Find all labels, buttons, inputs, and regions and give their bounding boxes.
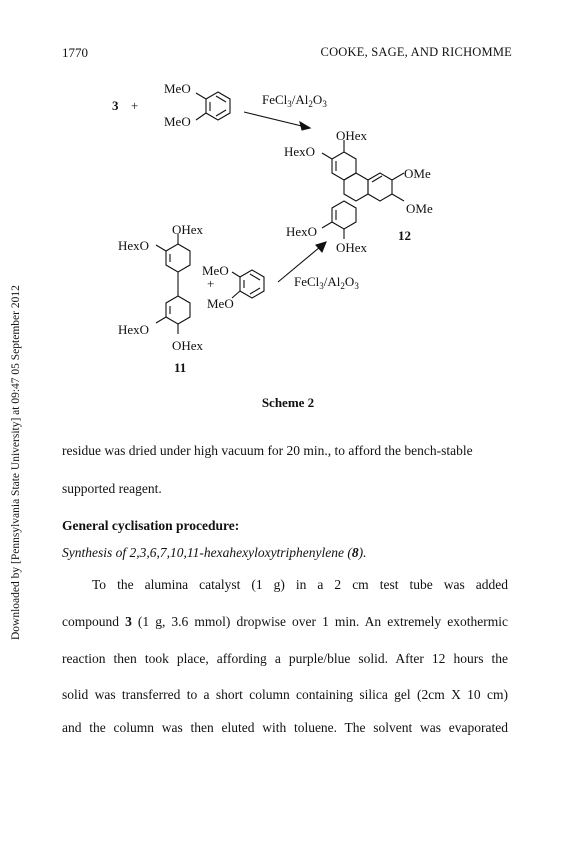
body-text-line: compound 3 (1 g, 3.6 mmol) dropwise over 1 min. An extremely exothermic xyxy=(62,614,508,629)
compound-11-label: 11 xyxy=(174,360,187,375)
reagent-label-top: $FeCl_3/Al_2O_3$ xyxy=(262,92,327,109)
reagent-label-bottom: $FeCl_3/Al_2O_3$ xyxy=(294,274,359,291)
ome-label: OMe xyxy=(404,166,431,181)
scheme-2-figure xyxy=(0,60,576,390)
meo-label: MeO xyxy=(202,263,229,278)
running-header-authors: COOKE, SAGE, AND RICHOMME xyxy=(320,45,512,59)
hexo-label: HexO xyxy=(284,144,316,159)
compound-12-label: 12 xyxy=(398,228,411,243)
ohex-label: OHex xyxy=(336,128,368,143)
section-heading: General cyclisation procedure: xyxy=(62,518,240,533)
ohex-label: OHex xyxy=(172,338,204,353)
hexo-label: HexO xyxy=(118,322,150,337)
triphenylene-ring-center xyxy=(344,173,368,201)
scheme-caption: Scheme 2 xyxy=(261,395,315,410)
plus-sign-bottom: + xyxy=(207,276,215,291)
body-text-line: To the alumina catalyst (1 g) in a 2 cm test tube was added xyxy=(92,577,508,592)
ohex-label: OHex xyxy=(172,222,204,237)
meo-label: MeO xyxy=(164,81,191,96)
compound-3-label: 3 xyxy=(112,98,119,113)
body-text-line: reaction then took place, affording a purple/blue solid. After 12 hours the xyxy=(62,651,508,666)
ome-label: OMe xyxy=(406,201,433,216)
hexo-label: HexO xyxy=(118,238,150,253)
body-text-line: residue was dried under high vacuum for 20 min., to afford the bench-stable xyxy=(62,443,473,458)
meo-label: MeO xyxy=(164,114,191,129)
meo-label: MeO xyxy=(207,296,234,311)
synthesis-title: Synthesis of 2,3,6,7,10,11-hexahexyloxytriphenylene (8). xyxy=(62,545,367,560)
reaction-arrow-top xyxy=(244,112,310,128)
page-number: 1770 xyxy=(62,45,88,60)
ohex-label: OHex xyxy=(336,240,368,255)
body-text-line: supported reagent. xyxy=(62,481,162,496)
body-text-line: solid was transferred to a short column containing silica gel (2cm X 10 cm) xyxy=(62,687,508,702)
hexo-label: HexO xyxy=(286,224,318,239)
download-watermark: Downloaded by [Pennsylvania State University] at 09:47 05 September 2012 xyxy=(10,285,22,640)
plus-sign-top: + xyxy=(131,98,139,113)
body-text-line: and the column was then eluted with toluene. The solvent was evaporated xyxy=(62,720,508,735)
